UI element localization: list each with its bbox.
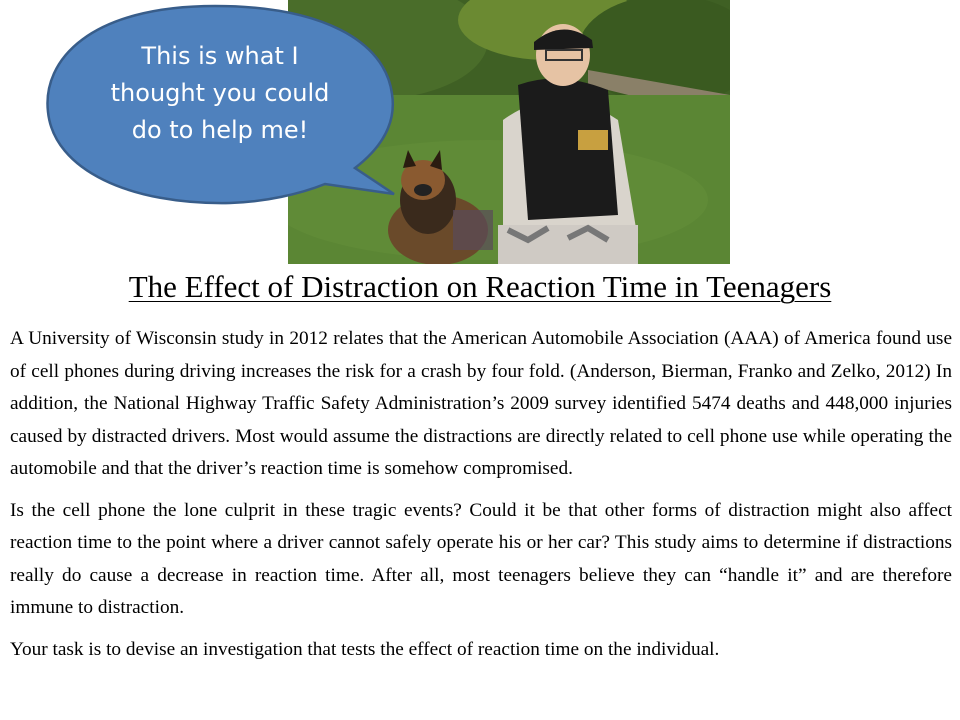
paragraph-task: Your task is to devise an investigation that tests the effect of reaction time on the individual.	[10, 638, 720, 660]
paragraph-intro: A University of Wisconsin study in 2012 relates that the American Automobile Association (AAA) of America found use of cell phones during driving increases the risk for a crash by four fold. (Anderson, Bierman, Franko and Zelko, 2012) In addition, the National Highway Traffic Safety Administration’s 2009 survey identified 5474 deaths and 448,000 injuries caused by distracted drivers. Most would assume the distractions are directly related to cell phone use while operating the automobile and that the driver’s reaction time is somehow compromised.	[10, 328, 952, 479]
paragraph-question: Is the cell phone the lone culprit in these tragic events? Could it be that other forms of distraction might also affect reaction time to the point where a driver cannot safely operate his or her car? This study aims to determine if distractions really do cause a decrease in reaction time. After all, most teenagers believe they can “handle it” and are therefore immune to distraction.	[10, 499, 952, 618]
page-title: The Effect of Distraction on Reaction Time in Teenagers	[128, 269, 832, 304]
speech-bubble-text: This is what I thought you could do to help me!	[110, 42, 330, 144]
body-text	[10, 323, 952, 675]
